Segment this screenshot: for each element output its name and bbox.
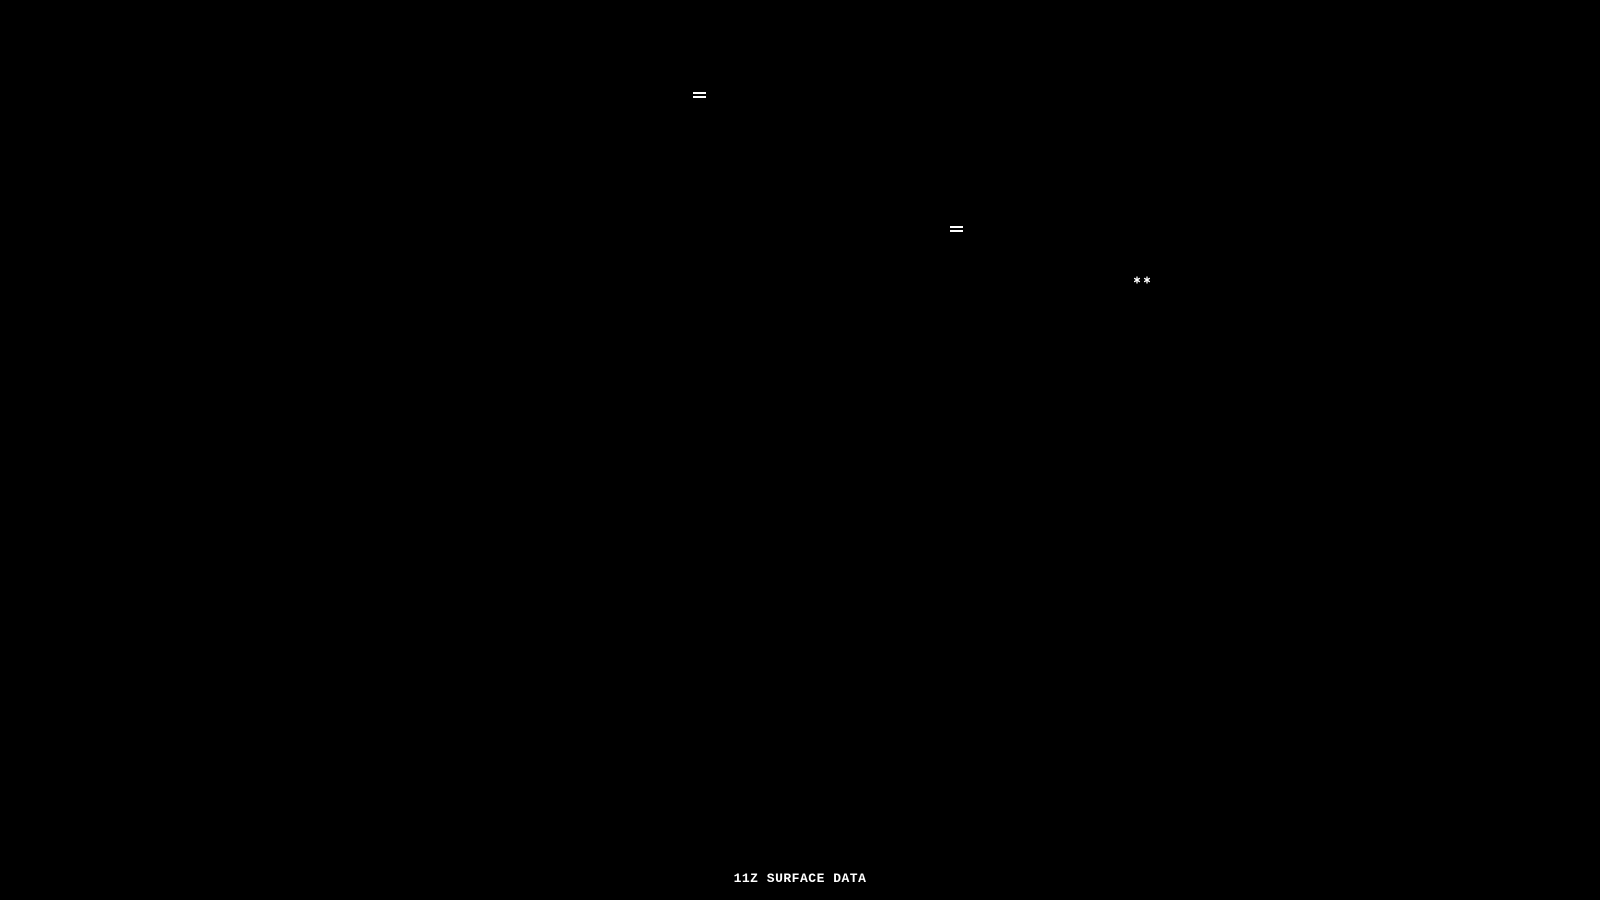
- mist-symbol-top-bar: [950, 226, 963, 228]
- mist-weather-symbol-1: [693, 92, 706, 98]
- mist-symbol-bottom-bar: [950, 230, 963, 232]
- mist-symbol-top-bar: [693, 92, 706, 94]
- mist-weather-symbol-2: [950, 226, 963, 232]
- mist-symbol-bottom-bar: [693, 96, 706, 98]
- double-asterisk-snow-icon: [1134, 276, 1152, 284]
- light-snow-weather-symbol: [1134, 276, 1152, 284]
- plot-title: 11Z SURFACE DATA: [733, 871, 867, 886]
